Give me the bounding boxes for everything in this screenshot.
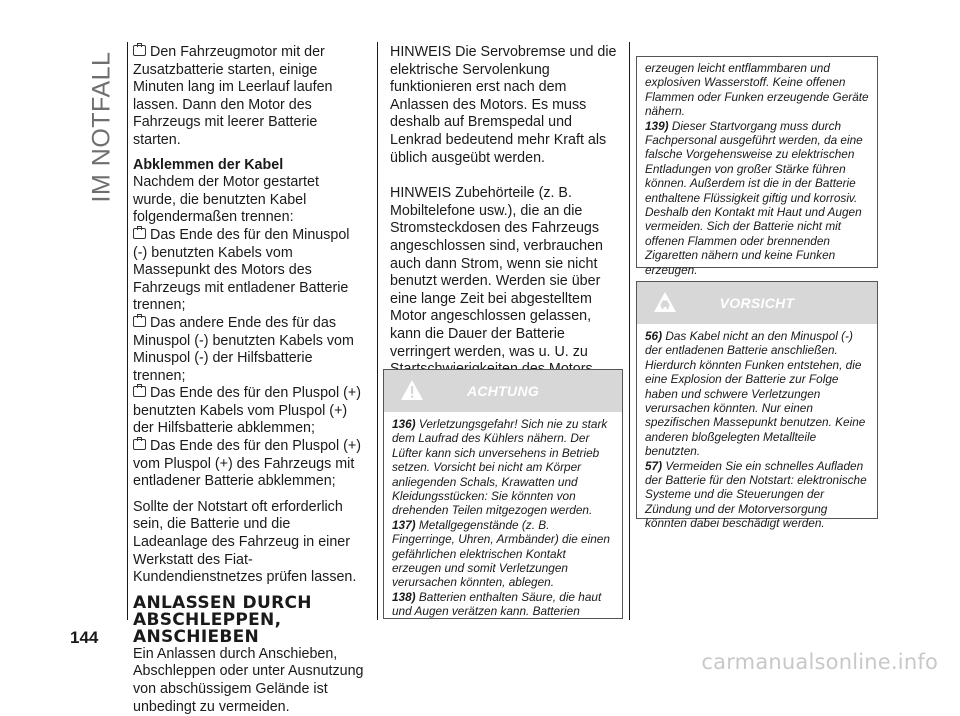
warning-box-continued — [636, 56, 878, 277]
warning-item-136: 136) Verletzungsgefahr! Sich nie zu stark dem Laufrad des Kühlers nähern. Der Lüfter kann sich unversehens in Betrieb setzen. Vorsicht bei nicht am Körper anliegenden Schals, Krawatten und Kleidungsstücken: Sie könnten von drehenden Teilen mitgezogen werden. — [392, 417, 608, 518]
column-divider-right — [629, 42, 630, 620]
column-divider-left — [127, 42, 128, 620]
note-accessories: HINWEIS Zubehörteile (z. B. Mobiltelefone usw.), die an die Stromsteckdosen des Fahrzeugs angeschlossen sind, verbrauchen auch dann Strom, wenn sie nicht benutzt werden. Werden sie über eine lange Zeit bei abgestelltem Motor angeschlossen gelassen, kann die Dauer der Batterie verringert werden, was u. U. zu — [390, 185, 604, 360]
caution-box-title: VORSICHT — [719, 295, 795, 311]
warning-box-header — [384, 370, 622, 412]
caution-box-vorsicht — [636, 281, 878, 531]
bullet-icon — [133, 316, 146, 327]
bullet-item: Das Ende des für den Pluspol (+) benutzten Kabels vom Pluspol (+) der Hilfsbatterie abklemmen; — [133, 385, 361, 437]
bullet-item: Das andere Ende des für das Minuspol (-) benutzten Kabels vom Minuspol (-) der Hilfsbatterie trennen; — [133, 314, 354, 384]
section-tab-label: IM NOTFALL — [87, 51, 116, 203]
caution-item-57: 57) Vermeiden Sie ein schnelles Aufladen der Batterie für den Notstart: elektronische Systeme und die Steuerungen der Zündung und der Motorversorgung könnten dabei beschädigt werden. — [645, 458, 867, 531]
warning-item-138: 138) Batterien enthalten Säure, die haut und Augen verätzen kann. Batterien — [392, 589, 602, 619]
warning-item-137: 137) Metallgegenstände (z. B. Fingerringe, Uhren, Armbänder) die einen gefährlichen elektrischen Kontakt erzeugen und somit Verletzungen verursachen könnten, ablegen. — [392, 517, 610, 590]
section-tab — [84, 38, 120, 216]
bullet-item: Den Fahrzeugmotor mit der Zusatzbatterie starten, einige Minuten lang im Leerlauf laufen lassen. Dann den Motor des Fahrzeugs mit leerer Batterie starten. — [133, 44, 333, 148]
caution-item-56: 56) Das Kabel nicht an den Minuspol (-) der entladenen Batterie anschließen. Hierdurch könnten Funken entstehen, die eine Explosion der Batterie zur Folge haben und schwere Verletzungen verursachen könnten. Nur einen spezifischen Massepunkt benutzen. Keine anderen bloßgelegten Metallteile benutzten. — [645, 329, 866, 459]
warning-item-139: 139) Dieser Startvorgang muss durch Fachpersonal ausgeführt werden, da eine falsche Vorgehensweise zu elektrischen Entladungen von großer Stärke führen können. Außerdem ist die in der Batterie enthaltene Flüssigkeit giftig und korrosiv. Deshalb den Kontakt mit Haut und Augen vermeiden. Sich der Batterie nicht mit offenen Flammen oder brennenden Zigaretten nähern und keine Funken erzeugen. — [645, 118, 863, 277]
warning-item-138-continued: erzeugen leicht entflammbaren und explosiven Wasserstoff. Keine offenen Flammen oder Funken erzeugende Geräte nähern. — [645, 61, 869, 119]
warning-box-continued-body — [637, 57, 877, 283]
warning-box-body — [384, 412, 622, 625]
warning-box-title: ACHTUNG — [466, 383, 540, 399]
section-heading-tow-start: ANLASSEN DURCH ABSCHLEPPEN, ANSCHIEBEN — [133, 592, 312, 647]
watermark: carmanualsonline.info — [701, 650, 938, 674]
caution-box-body — [637, 324, 877, 537]
bullet-icon — [133, 386, 146, 397]
bullet-item: Das Ende des für den Pluspol (+) vom Pluspol (+) des Fahrzeugs mit entladener Batterie abklemmen; — [133, 438, 361, 490]
bullet-icon — [133, 439, 146, 450]
column-1 — [133, 44, 365, 716]
column-2 — [390, 44, 618, 396]
warning-box-achtung — [383, 369, 623, 619]
paragraph: Ein Anlassen durch Anschieben, Abschleppen oder unter Ausnutzung von abschüssigem Gelände ist unbedingt zu vermeiden. — [133, 645, 364, 715]
caution-box-header — [637, 282, 877, 324]
bullet-icon — [133, 45, 146, 56]
bullet-icon — [133, 228, 146, 239]
paragraph: Nachdem der Motor gestartet wurde, die benutzten Kabel folgendermaßen trennen: — [133, 174, 319, 226]
subheading-disconnect-cables: Abklemmen der Kabel — [133, 156, 284, 173]
bullet-item: Das Ende des für den Minuspol (-) benutzten Kabels vom Massepunkt des Motors des Fahrzeugs mit entladener Batterie trennen; — [133, 226, 350, 314]
column-divider-middle — [377, 42, 378, 620]
note-servo: HINWEIS Die Servobremse und die elektrische Servolenkung funktionieren erst nach dem Anlassen des Motors. Es muss deshalb auf Bremspedal und Lenkrad bedeutend mehr Kraft als üblich ausgeübt werden. — [390, 44, 617, 166]
page-number: 144 — [70, 628, 99, 647]
paragraph: Sollte der Notstart oft erforderlich sein, die Batterie und die Ladeanlage des Fahrzeug in einer Werkstatt des Fiat-Kundendienstnetzes prüfen lassen. — [133, 498, 357, 586]
